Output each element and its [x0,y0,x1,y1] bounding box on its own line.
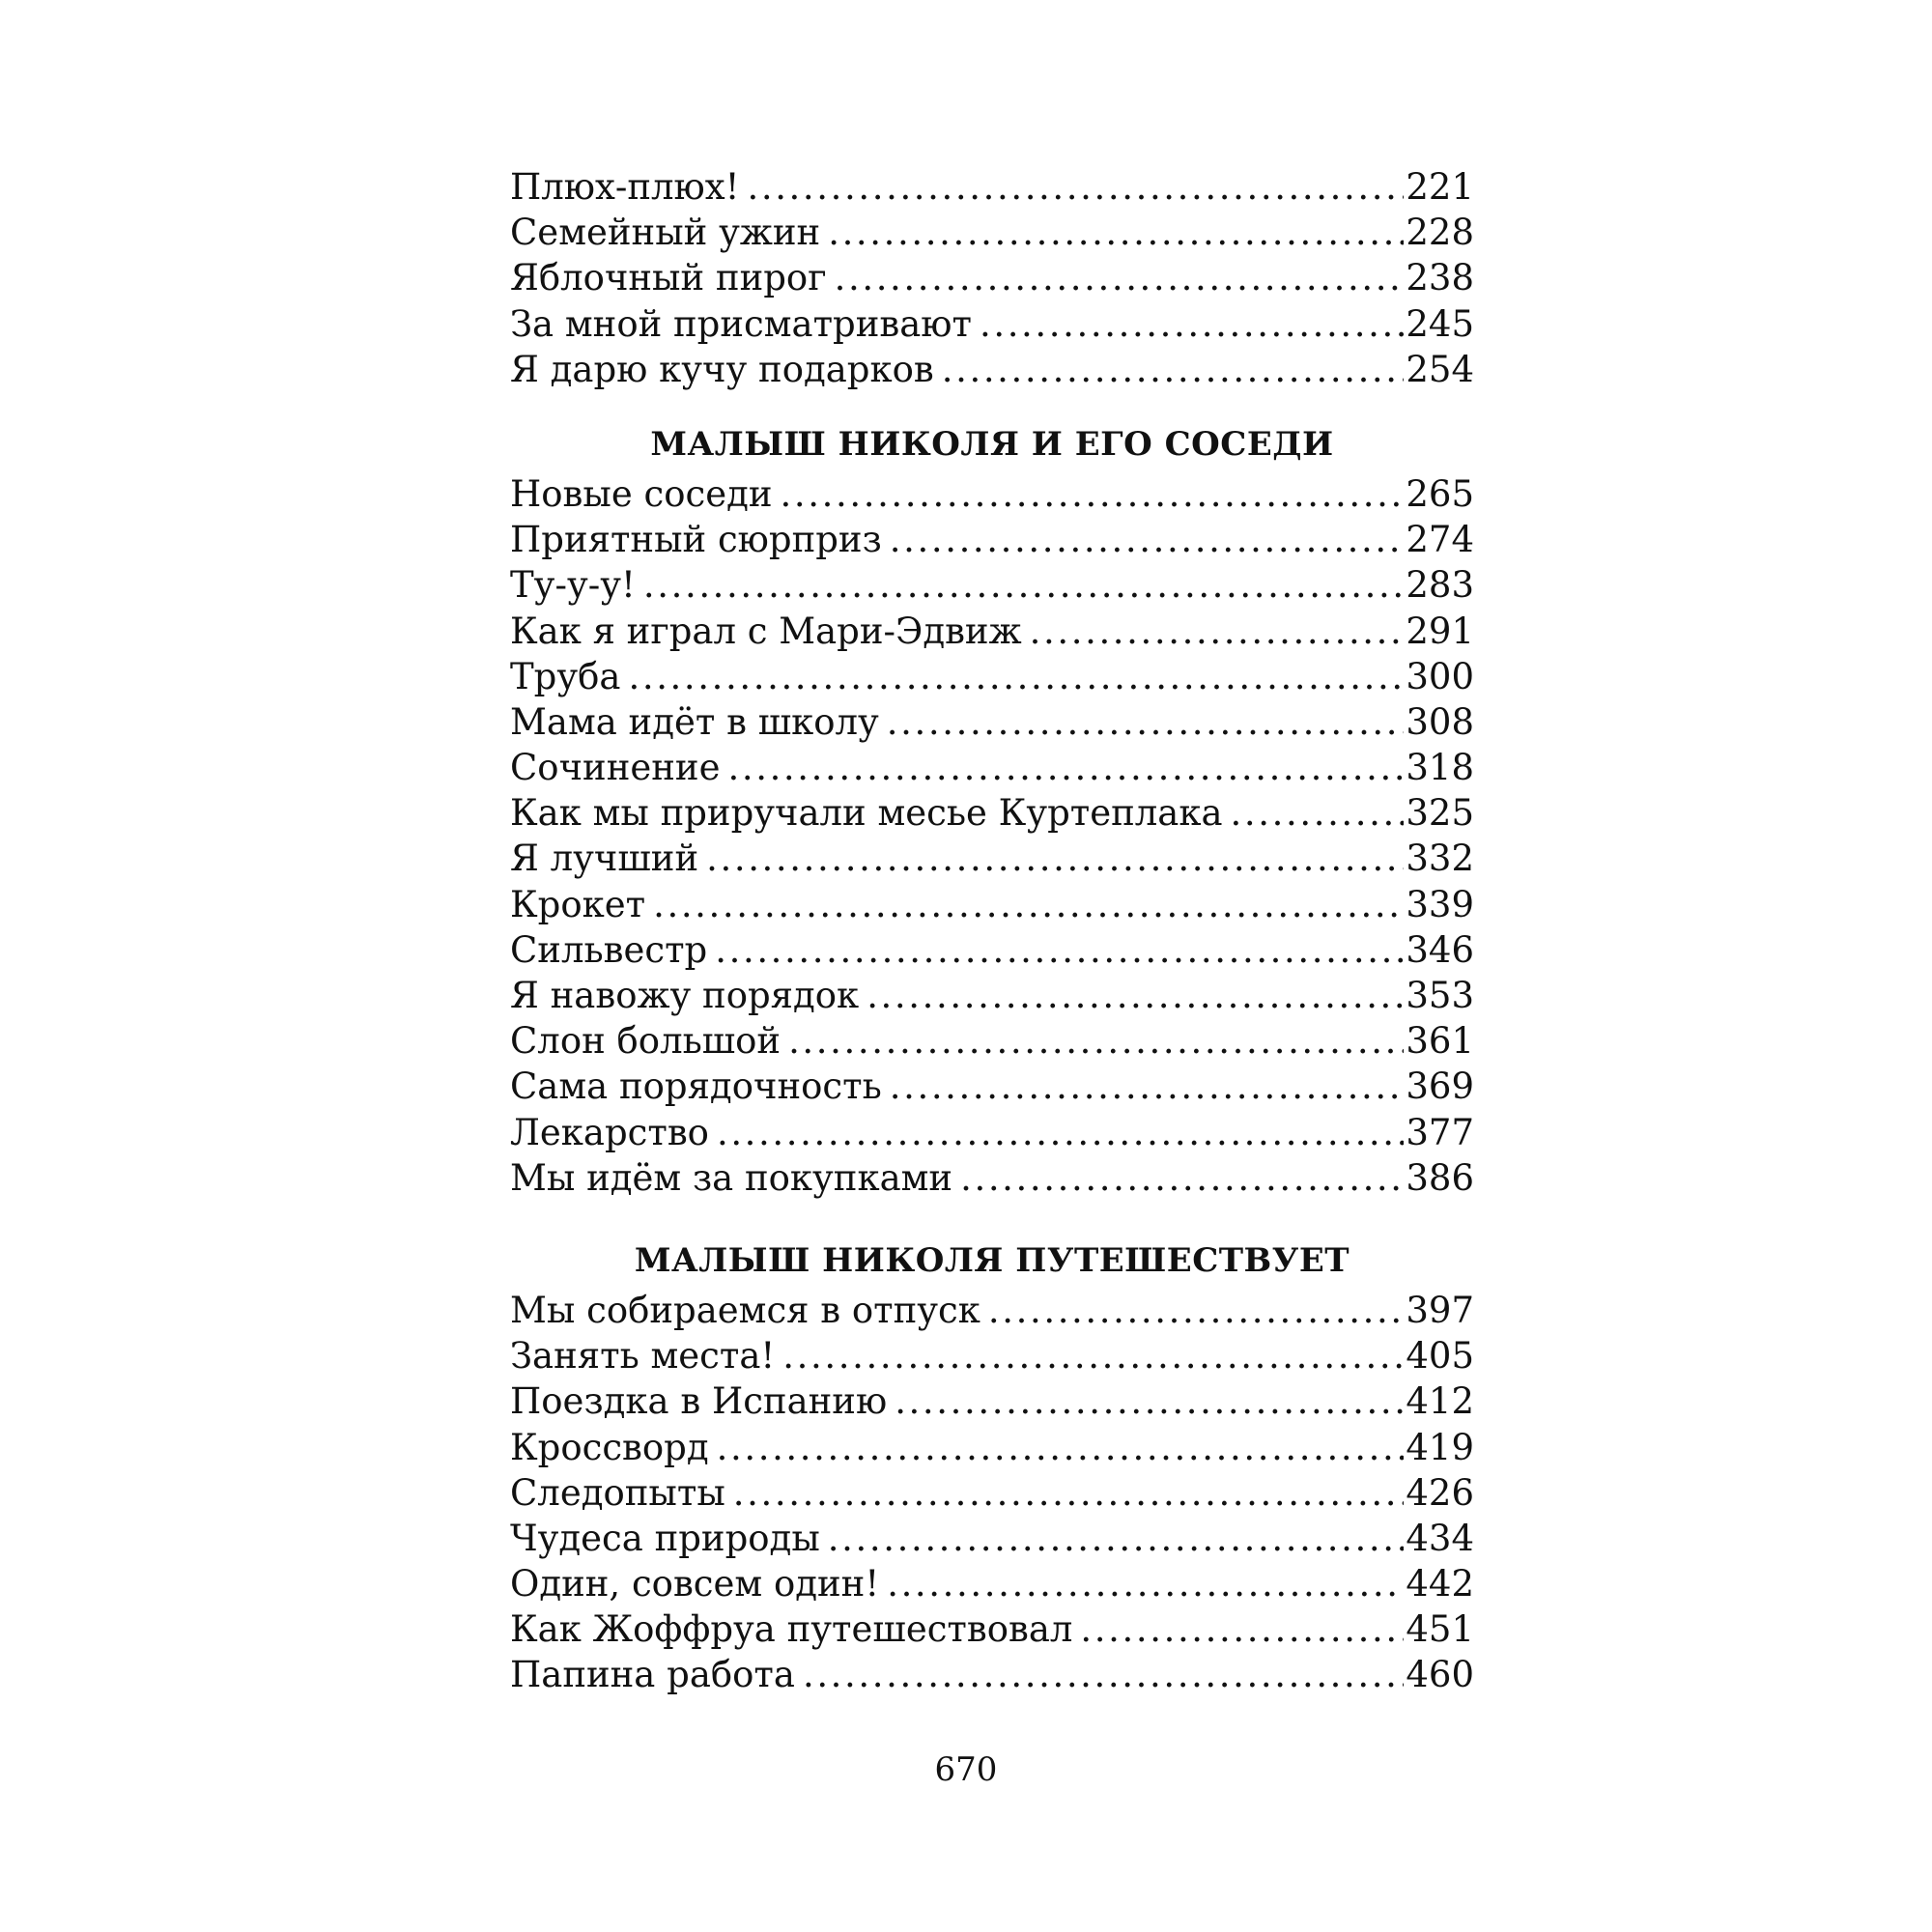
toc-entry [510,1470,1474,1516]
dot-leader [887,1561,1404,1606]
toc-entry-title: Мы идём за покупками [510,1156,953,1199]
toc-entry-page: 460 [1406,1654,1474,1696]
toc-entry [510,301,1474,347]
toc-entry-title: Яблочный пирог [510,257,827,299]
dot-leader [781,471,1405,517]
dot-leader [788,1018,1404,1064]
toc-entry-title: Поездка в Испанию [510,1380,888,1423]
toc-entry-page: 318 [1406,747,1474,789]
section-heading: МАЛЫШ НИКОЛЯ ПУТЕШЕСТВУЕТ [634,1240,1350,1280]
dot-leader [733,1470,1405,1516]
toc-entry-title: Следопыты [510,1471,725,1514]
toc-entry [510,1110,1474,1155]
toc-entry-page: 377 [1406,1111,1474,1153]
toc-entry [510,836,1474,881]
toc-entry [510,1425,1474,1470]
toc-entry-title: Папина работа [510,1654,795,1696]
toc-entry [510,790,1474,836]
toc-entry-page: 397 [1406,1289,1474,1331]
toc-entry-page: 274 [1406,519,1474,561]
toc-entry [510,1064,1474,1109]
toc-entry-page: 442 [1406,1563,1474,1605]
toc-entry [510,927,1474,973]
dot-leader [747,164,1404,210]
toc-entry-title: Кроссворд [510,1426,709,1468]
toc-entry [510,1561,1474,1606]
toc-entry [510,347,1474,392]
dot-leader [835,255,1405,300]
dot-leader [628,654,1404,699]
dot-leader [887,699,1405,745]
toc-entry-page: 346 [1406,928,1474,971]
dot-leader [727,745,1404,790]
toc-entry-title: Как Жоффруа путешествовал [510,1608,1073,1651]
toc-entry [510,1516,1474,1561]
toc-entry-page: 419 [1406,1426,1474,1468]
toc-entry [510,1333,1474,1378]
toc-entry [510,1606,1474,1652]
dot-leader [653,882,1404,927]
toc-entry-title: Как я играл с Мари-Эдвиж [510,610,1022,652]
toc-entry-title: Мама идёт в школу [510,700,879,743]
toc-entry [510,210,1474,255]
dot-leader [643,562,1405,608]
toc-entry-page: 412 [1406,1380,1474,1423]
toc-entry-page: 300 [1406,655,1474,697]
toc-entry-title: Занять места! [510,1335,776,1378]
toc-entry [510,973,1474,1018]
toc-entry-title: Лекарство [510,1111,709,1153]
toc-entry-title: Крокет [510,883,646,925]
toc-entry-page: 353 [1406,975,1474,1016]
dot-leader [1030,609,1405,654]
dot-leader [867,973,1404,1018]
toc-entry [510,1018,1474,1064]
toc-entry-page: 265 [1406,472,1474,515]
toc-entry-title: Труба [510,655,621,697]
dot-leader [782,1333,1404,1378]
section-heading: МАЛЫШ НИКОЛЯ И ЕГО СОСЕДИ [650,424,1334,464]
toc-entry-page: 291 [1406,610,1474,652]
toc-entry [510,471,1474,517]
dot-leader [895,1378,1404,1424]
toc-entry-page: 386 [1406,1156,1474,1199]
toc-group-continued [510,164,1474,392]
toc-entry [510,255,1474,300]
toc-entry-page: 238 [1406,257,1474,299]
table-of-contents [510,164,1474,1698]
toc-entry-title: Приятный сюрприз [510,519,882,561]
toc-entry-title: Сама порядочность [510,1065,882,1108]
toc-entry [510,164,1474,210]
toc-entry-title: Плюх-плюх! [510,166,740,208]
toc-entry [510,654,1474,699]
dot-leader [828,1516,1405,1561]
toc-entry-title: Ту-у-у! [510,564,636,607]
page-number: 670 [934,1750,998,1789]
toc-entry-title: Сочинение [510,747,721,789]
toc-entry-title: Мы собираемся в отпуск [510,1289,980,1331]
toc-entry-page: 369 [1406,1065,1474,1108]
toc-section-travels [510,1288,1474,1698]
toc-entry-title: Один, совсем один! [510,1563,880,1605]
dot-leader [890,1064,1405,1109]
dot-leader [1231,790,1405,836]
toc-entry [510,1652,1474,1697]
dot-leader [942,347,1405,392]
dot-leader [706,836,1404,881]
toc-entry-page: 254 [1406,348,1474,390]
toc-entry-title: Я навожу порядок [510,975,860,1016]
toc-entry-page: 228 [1406,212,1474,254]
toc-entry-page: 245 [1406,302,1474,345]
toc-entry-title: Сильвестр [510,928,708,971]
toc-entry-page: 434 [1406,1517,1474,1559]
dot-leader [988,1288,1404,1333]
dot-leader [715,927,1404,973]
toc-entry-page: 325 [1406,792,1474,835]
dot-leader [890,517,1405,562]
toc-entry-page: 339 [1406,883,1474,925]
dot-leader [980,301,1404,347]
toc-entry-page: 221 [1406,166,1474,208]
toc-entry [510,1155,1474,1201]
toc-entry-page: 405 [1406,1335,1474,1378]
toc-entry-page: 361 [1406,1020,1474,1063]
toc-entry [510,609,1474,654]
toc-entry [510,699,1474,745]
toc-entry-page: 308 [1406,700,1474,743]
toc-entry-title: Чудеса природы [510,1517,820,1559]
toc-entry-title: Как мы приручали месье Куртеплака [510,792,1223,835]
toc-entry-title: Семейный ужин [510,212,821,254]
dot-leader [717,1425,1405,1470]
dot-leader [960,1155,1404,1201]
dot-leader [803,1652,1404,1697]
toc-entry-title: Новые соседи [510,472,773,515]
toc-section-neighbours [510,471,1474,1201]
dot-leader [717,1110,1404,1155]
toc-entry-page: 332 [1406,838,1474,880]
dot-leader [828,210,1404,255]
toc-entry-title: За мной присматривают [510,302,972,345]
dot-leader [1080,1606,1404,1652]
toc-entry [510,882,1474,927]
toc-entry [510,1378,1474,1424]
toc-entry-page: 451 [1406,1608,1474,1651]
toc-entry [510,1288,1474,1333]
toc-entry-title: Я лучший [510,838,699,880]
toc-entry [510,517,1474,562]
toc-entry-title: Я дарю кучу подарков [510,348,934,390]
toc-entry-page: 426 [1406,1471,1474,1514]
toc-entry [510,745,1474,790]
toc-entry-page: 283 [1406,564,1474,607]
toc-entry [510,562,1474,608]
toc-entry-title: Слон большой [510,1020,781,1063]
